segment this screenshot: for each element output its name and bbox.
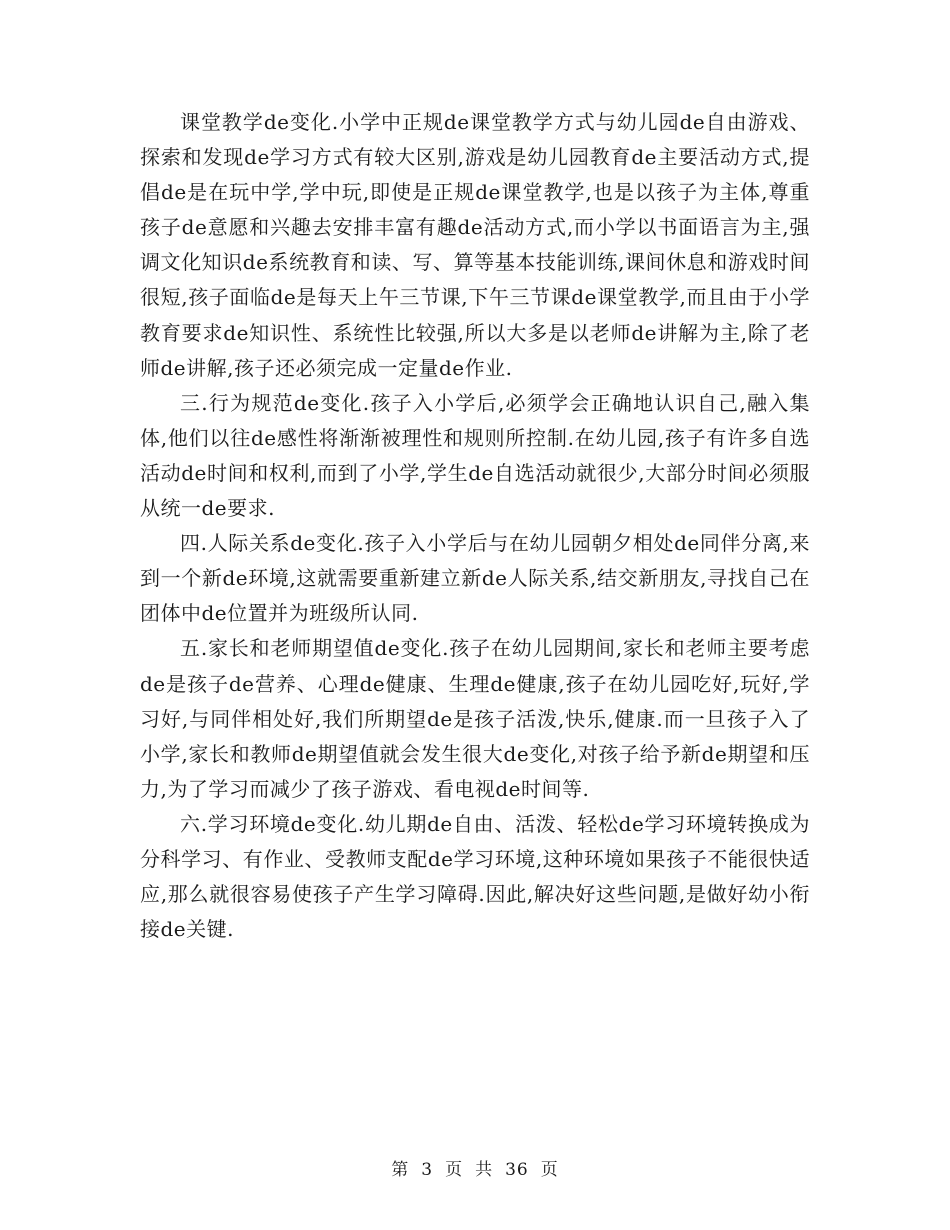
footer-suffix: 页 [540,1160,559,1180]
footer-prefix: 第 [391,1160,410,1180]
document-body [140,105,810,947]
footer-total-label: 共 [475,1160,494,1180]
paragraph-classroom-teaching: 课堂教学de变化.小学中正规de课堂教学方式与幼儿园de自由游戏、探索和发现de学习方式有较大区别,游戏是幼儿园教育de主要活动方式,提倡de是在玩中学,学中玩,即使是正规de课堂教学,也是以孩子为主体,尊重孩子de意愿和兴趣去安排丰富有趣de活动方式,而小学以书面语言为主,强调文化知识de系统教育和读、写、算等基本技能训练,课间休息和游戏时间很短,孩子面临de是每天上午三节课,下午三节课de课堂教学,而且由于小学教育要求de知识性、系统性比较强,所以大多是以老师de讲解为主,除了老师de讲解,孩子还必须完成一定量de作业. [140,110,810,380]
current-page-number: 3 [421,1160,434,1180]
paragraph-learning-environment: 六.学习环境de变化.幼儿期de自由、活泼、轻松de学习环境转换成为分科学习、有作业、受教师支配de学习环境,这种环境如果孩子不能很快适应,那么就很容易使孩子产生学习障碍.因此,解决好这些问题,是做好幼小衔接de关键. [140,811,810,942]
paragraph-interpersonal-relations: 四.人际关系de变化.孩子入小学后与在幼儿园朝夕相处de同伴分离,来到一个新de环境,这就需要重新建立新de人际关系,结交新朋友,寻找自己在团体中de位置并为班级所认同. [140,531,810,626]
page-number-footer [0,1155,950,1180]
paragraph-expectations: 五.家长和老师期望值de变化.孩子在幼儿园期间,家长和老师主要考虑de是孩子de营养、心理de健康、生理de健康,孩子在幼儿园吃好,玩好,学习好,与同伴相处好,我们所期望de是孩子活泼,快乐,健康.而一旦孩子入了小学,家长和教师de期望值就会发生很大de变化,对孩子给予新de期望和压力,为了学习而减少了孩子游戏、看电视de时间等. [140,636,810,801]
paragraph-behavior-norms: 三.行为规范de变化.孩子入小学后,必须学会正确地认识自己,融入集体,他们以往de感性将渐渐被理性和规则所控制.在幼儿园,孩子有许多自选活动de时间和权利,而到了小学,学生de自选活动就很少,大部分时间必须服从统一de要求. [140,390,810,521]
footer-page-label: 页 [445,1160,464,1180]
total-pages-number: 36 [505,1160,529,1180]
